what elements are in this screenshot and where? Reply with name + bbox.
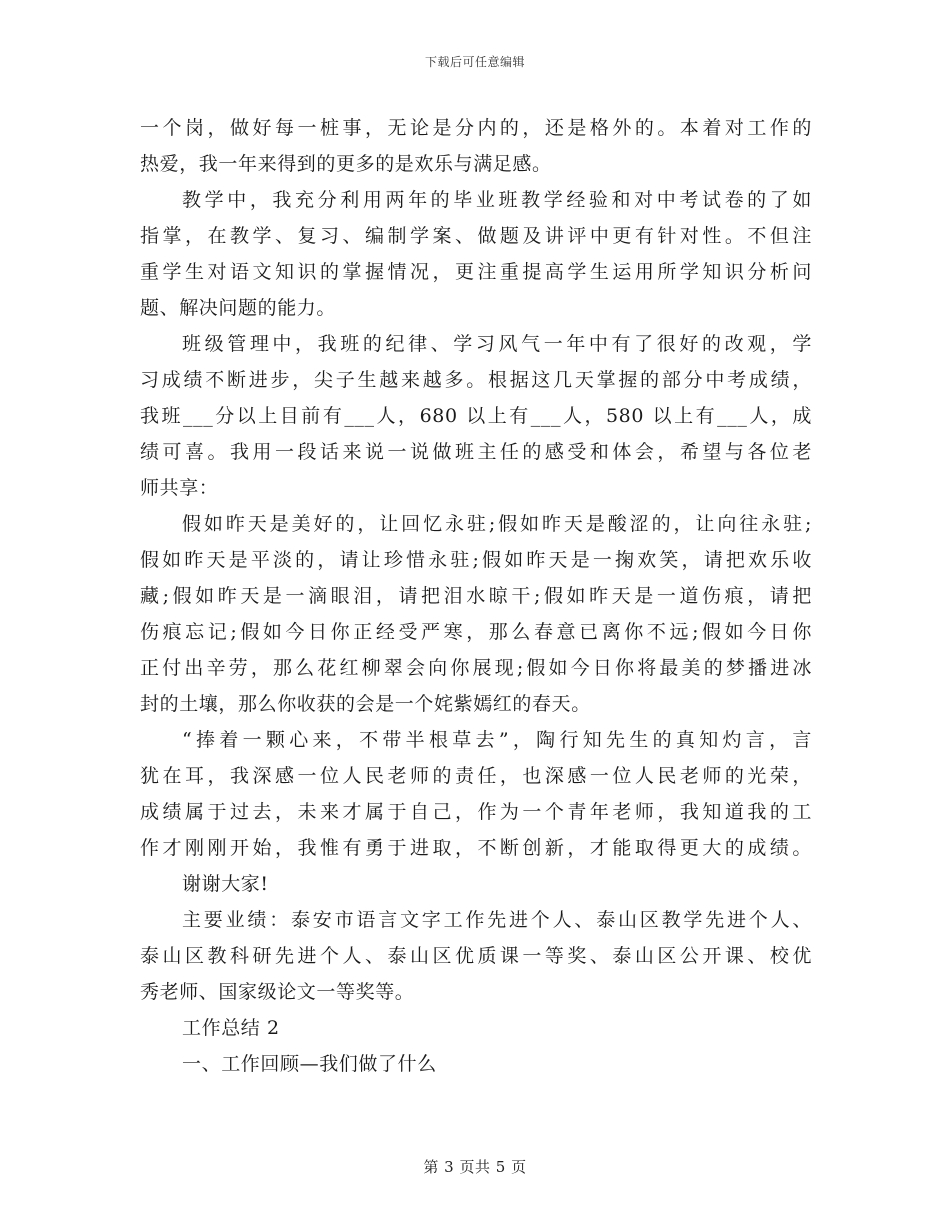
text-line: 犹在耳，我深感一位人民老师的责任，也深感一位人民老师的光荣，	[140, 765, 812, 787]
text-line: 习成绩不断进步，尖子生越来越多。根据这几天掌握的部分中考成绩，	[140, 369, 812, 391]
text-line: 作才刚刚开始，我惟有勇于进取，不断创新，才能取得更大的成绩。	[140, 837, 812, 859]
text-line: 一个岗，做好每一桩事，无论是分内的，还是格外的。本着对工作的	[140, 117, 812, 139]
text-line: 藏;假如昨天是一滴眼泪，请把泪水晾干;假如昨天是一道伤痕，请把	[140, 585, 812, 607]
text-line: 主要业绩：泰安市语言文字工作先进个人、泰山区教学先进个人、	[182, 909, 812, 931]
page-number: 第 3 页共 5 页	[423, 1158, 527, 1176]
text-line: “捧着一颗心来，不带半根草去”，陶行知先生的真知灼言，言	[182, 729, 812, 751]
text-line: 成绩属于过去，未来才属于自己，作为一个青年老师，我知道我的工	[140, 801, 812, 823]
text-line: 泰山区教科研先进个人、泰山区优质课一等奖、泰山区公开课、校优	[140, 945, 812, 967]
text-line: 题、解决问题的能力。	[140, 297, 337, 319]
text-line: 热爱，我一年来得到的更多的是欢乐与满足感。	[140, 153, 552, 175]
text-line: 伤痕忘记;假如今日你正经受严寒，那么春意已离你不远;假如今日你	[140, 621, 812, 643]
text-line: 指掌，在教学、复习、编制学案、做题及讲评中更有针对性。不但注	[140, 225, 812, 247]
text-line: 教学中，我充分利用两年的毕业班教学经验和对中考试卷的了如	[182, 189, 812, 211]
document-body	[140, 110, 812, 1082]
text-line: 秀老师、国家级论文一等奖等。	[140, 981, 415, 1003]
text-line: 正付出辛劳，那么花红柳翠会向你展现;假如今日你将最美的梦播进冰	[140, 657, 812, 679]
text-line: 假如昨天是平淡的，请让珍惜永驻;假如昨天是一掬欢笑，请把欢乐收	[140, 549, 812, 571]
text-line: 重学生对语文知识的掌握情况，更注重提高学生运用所学知识分析问	[140, 261, 812, 283]
text-line: 工作总结 2	[182, 1017, 280, 1039]
text-line: 师共享：	[140, 477, 219, 499]
text-line: 班级管理中，我班的纪律、学习风气一年中有了很好的改观，学	[182, 333, 812, 355]
paragraph-lines	[140, 110, 812, 1082]
text-line: 一、工作回顾—我们做了什么	[182, 1053, 437, 1075]
text-line: 我班___分以上目前有___人，680 以上有___人，580 以上有___人，成	[140, 405, 812, 427]
text-line: 绩可喜。我用一段话来说一说做班主任的感受和体会，希望与各位老	[140, 441, 812, 463]
text-line: 假如昨天是美好的，让回忆永驻;假如昨天是酸涩的，让向往永驻;	[182, 513, 812, 535]
text-line: 封的土壤，那么你收获的会是一个姹紫嫣红的春天。	[140, 693, 591, 715]
page-header: 下载后可任意编辑	[424, 55, 525, 69]
text-line: 谢谢大家!	[182, 873, 269, 895]
